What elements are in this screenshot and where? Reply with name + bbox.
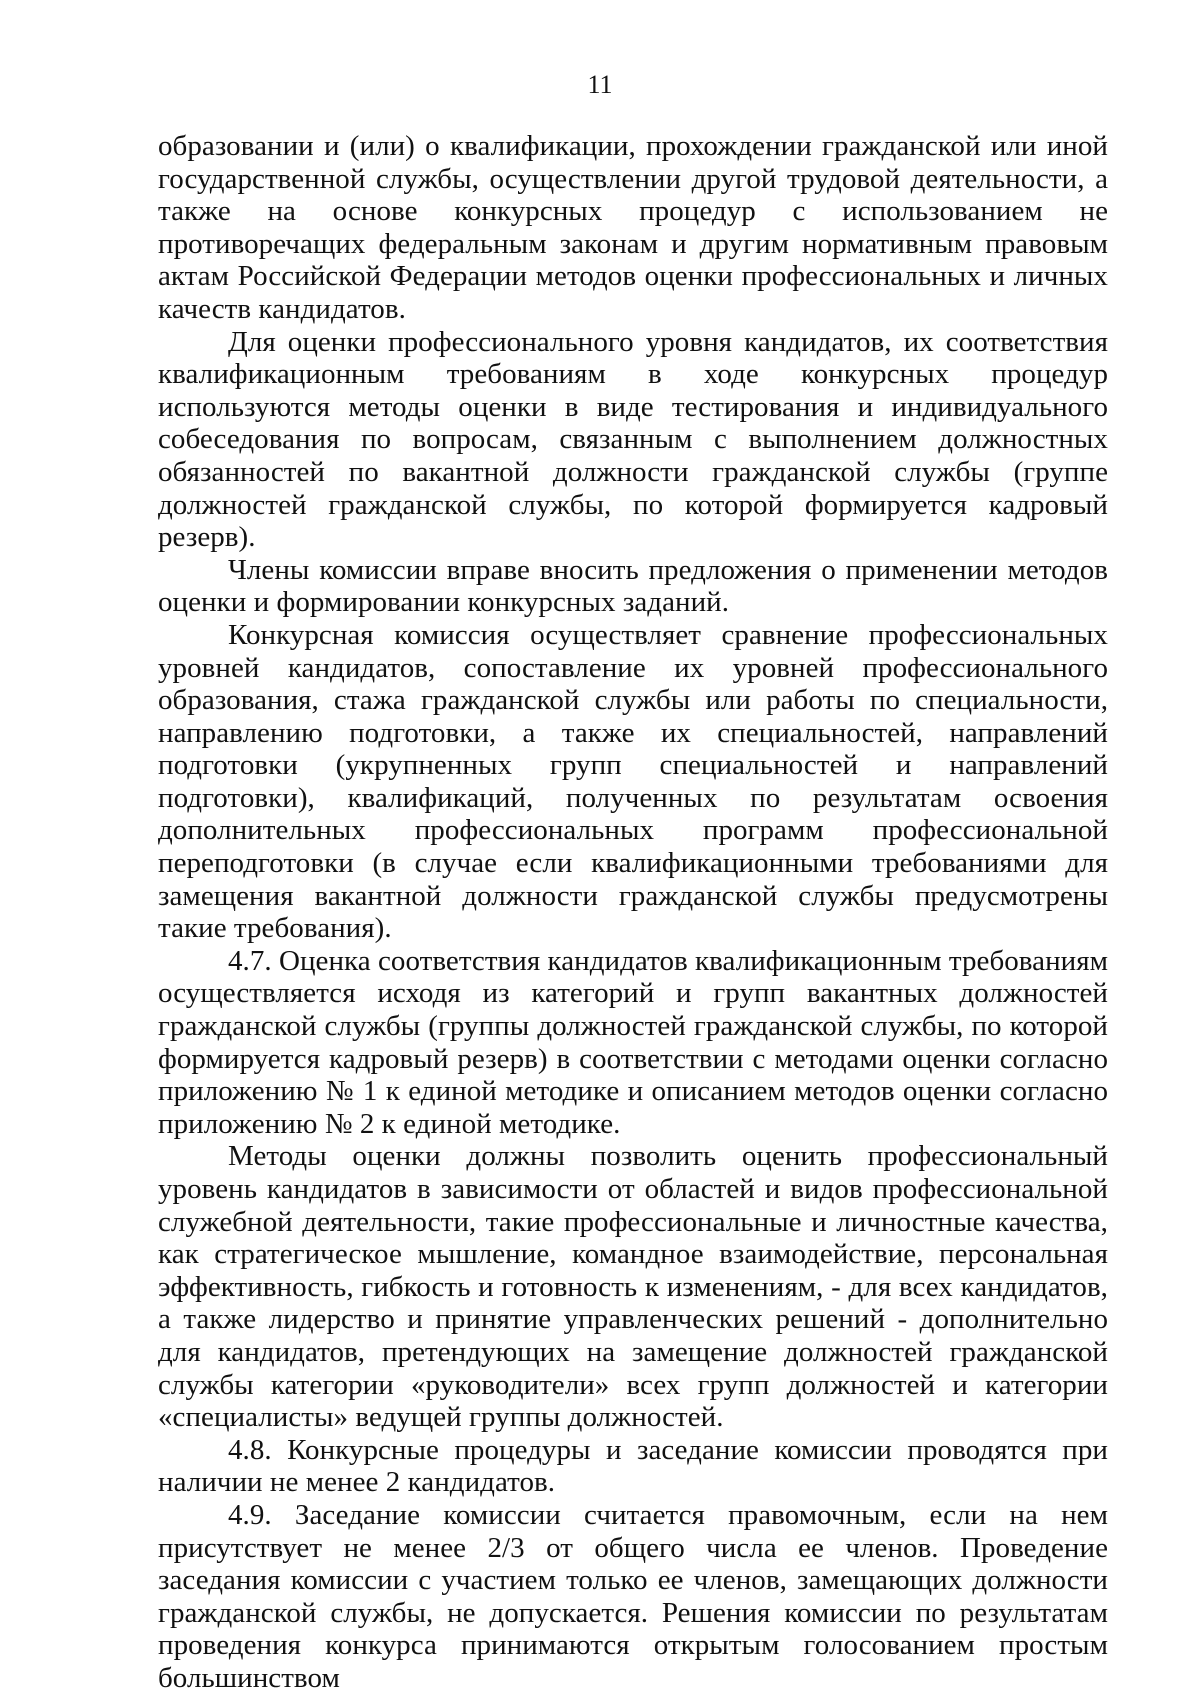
document-body (158, 130, 1108, 1695)
paragraph-education-continuation: образовании и (или) о квалификации, прохождении гражданской или иной государственной службы, осуществлении другой трудовой деятельности, а также на основе конкурсных процедур с использованием не противоречащих федеральным законам и другим нормативным правовым актам Российской Федерации методов оценки профессиональных и личных качеств кандидатов. (158, 130, 1108, 325)
paragraph-section-4-7: 4.7. Оценка соответствия кандидатов квалификационным требованиям осуществляется исходя из категорий и групп вакантных должностей гражданской службы (группы должностей гражданской службы, по которой формируется кадровый резерв) в соответствии с методами оценки согласно приложению № 1 к единой методике и описанием методов оценки согласно приложению № 2 к единой методике. (158, 944, 1109, 1140)
paragraph-section-4-9: 4.9. Заседание комиссии считается правомочным, если на нем присутствует не менее 2/3 от общего числа ее членов. Проведение заседания комиссии с участием только ее членов, замещающих должности гражданской службы, не допускается. Решения комиссии по результатам проведения конкурса принимаются открытым голосованием простым большинством (158, 1498, 1108, 1694)
paragraph-commission-comparison: Конкурсная комиссия осуществляет сравнение профессиональных уровней кандидатов, сопоставление их уровней профессионального образования, стажа гражданской службы или работы по специальности, направлению подготовки, а также их специальностей, направлений подготовки (укрупненных групп специальностей и направлений подготовки), квалификаций, полученных по результатам освоения дополнительных профессиональных программ профессиональной переподготовки (в случае если квалификационными требованиями для замещения вакантной должности гражданской службы предусмотрены такие требования). (158, 618, 1108, 945)
paragraph-evaluation-methods-qualities: Методы оценки должны позволить оценить профессиональный уровень кандидатов в зависимости от областей и видов профессиональной служебной деятельности, такие профессиональные и личностные качества, как стратегическое мышление, командное взаимодействие, персональная эффективность, гибкость и готовность к изменениям, - для всех кандидатов, а также лидерство и принятие управленческих решений - дополнительно для кандидатов, претендующих на замещение должностей гражданской службы категории «руководители» всех групп должностей и категории «специалисты» ведущей группы должностей. (158, 1140, 1108, 1434)
page-number: 11 (587, 70, 613, 99)
paragraph-assessment-methods: Для оценки профессионального уровня кандидатов, их соответствия квалификационным требованиям в ходе конкурсных процедур используются методы оценки в виде тестирования и индивидуального собеседования по вопросам, связанным с выполнением должностных обязанностей по вакантной должности гражданской службы (группе должностей гражданской службы, по которой формируется кадровый резерв). (158, 325, 1108, 554)
paragraph-section-4-8: 4.8. Конкурсные процедуры и заседание комиссии проводятся при наличии не менее 2 кандидатов. (158, 1433, 1108, 1499)
paragraph-commission-proposals: Члены комиссии вправе вносить предложения о применении методов оценки и формировании конкурсных заданий. (158, 553, 1108, 619)
